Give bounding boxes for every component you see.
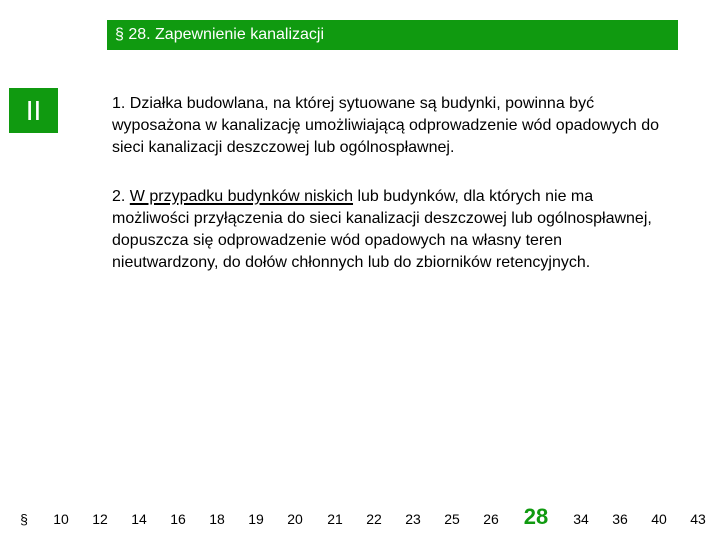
nav-link-19[interactable]: 19 — [248, 511, 264, 527]
page-navigation — [0, 500, 720, 536]
nav-link-16[interactable]: 16 — [170, 511, 186, 527]
nav-link-22[interactable]: 22 — [366, 511, 382, 527]
nav-link-12[interactable]: 12 — [92, 511, 108, 527]
paragraph-1: 1. Działka budowlana, na której sytuowane są budynki, powinna być wyposażona w kanalizację umożliwiającą odprowadzenie wód opadowych do sieci kanalizacji deszczowej lub ogólnospławnej. — [112, 95, 659, 156]
chapter-label: II — [9, 88, 58, 133]
paragraph-2-prefix: 2. — [112, 188, 130, 205]
nav-link-36[interactable]: 36 — [612, 511, 628, 527]
nav-link-23[interactable]: 23 — [405, 511, 421, 527]
section-title: § 28. Zapewnienie kanalizacji — [107, 20, 678, 50]
nav-link-34[interactable]: 34 — [573, 511, 589, 527]
nav-link-14[interactable]: 14 — [131, 511, 147, 527]
nav-link-10[interactable]: 10 — [53, 511, 69, 527]
nav-link-18[interactable]: 18 — [209, 511, 225, 527]
nav-link-20[interactable]: 20 — [287, 511, 303, 527]
nav-link-26[interactable]: 26 — [483, 511, 499, 527]
nav-link-21[interactable]: 21 — [327, 511, 343, 527]
nav-link-40[interactable]: 40 — [651, 511, 667, 527]
paragraph-2-underlined-phrase: W przypadku budynków niskich — [129, 188, 354, 205]
nav-link-section[interactable]: § — [20, 511, 28, 527]
nav-link-28-current[interactable]: 28 — [523, 504, 549, 529]
nav-link-25[interactable]: 25 — [444, 511, 460, 527]
nav-link-43[interactable]: 43 — [690, 511, 706, 527]
paragraph-2-rest: lub budynków, dla których nie ma możliwości przyłączenia do sieci kanalizacji deszczowej lub ogólnospławnej, dopuszcza się odprowadzenie wód opadowych na własny teren nieutwardzony, do dołów chłonnych lub do zbiorników retencyjnych. — [112, 188, 652, 271]
paragraph-2 — [112, 186, 672, 274]
